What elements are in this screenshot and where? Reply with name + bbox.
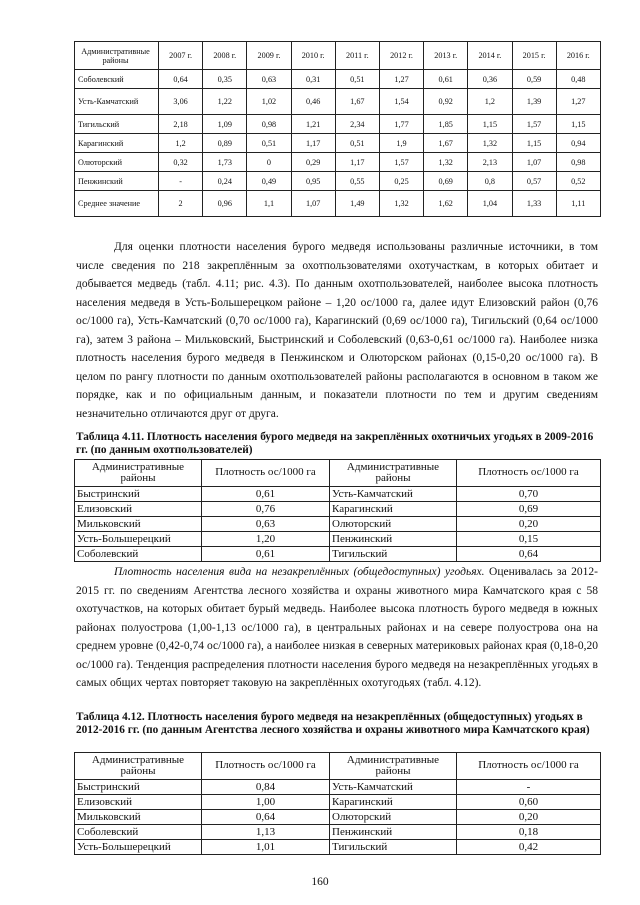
table-row: [75, 70, 601, 89]
density-value-cell: 0,20: [457, 810, 601, 825]
density-value-cell: 0,61: [202, 547, 330, 562]
header-cell: 2015 г.: [512, 42, 556, 70]
density-value-cell: 2,34: [335, 115, 379, 134]
density-value-cell: 0: [247, 153, 291, 172]
density-value-cell: 1,04: [468, 191, 512, 217]
density-value-cell: 2,13: [468, 153, 512, 172]
density-value-cell: 1,57: [512, 115, 556, 134]
district-name-cell: Карагинский: [330, 795, 457, 810]
density-value-cell: 0,63: [247, 70, 291, 89]
density-value-cell: 1,15: [556, 115, 600, 134]
table-row: [75, 517, 601, 532]
density-value-cell: 1,22: [203, 89, 247, 115]
density-value-cell: 1,07: [512, 153, 556, 172]
density-value-cell: 0,35: [203, 70, 247, 89]
table-row: [75, 810, 601, 825]
density-value-cell: 0,57: [512, 172, 556, 191]
density-value-cell: 0,61: [202, 487, 330, 502]
density-value-cell: 0,95: [291, 172, 335, 191]
header-cell: Плотность ос/1000 га: [202, 460, 330, 487]
paragraph-body: Оценивалась за 2012-2015 гг. по сведениям Агентства лесного хозяйства и охраны животного мира Камчатского края с 58 охотучастков, на которых обитает бурый медведь. Наиболее высока плотность бурого медведя в южных районах полуострова (1,00-1,13 ос/1000 га), в центральных районах и на севере полуострова она на среднем уровне (0,42-0,74 ос/1000 га), а наиболее низкая в северных материковых районах края (0,18-0,20 ос/1000 га). Тенденция распределения плотности населения бурого медведя на незакреплённых угодьях в самых общих чертах повторяет таковую на закреплённых охотугодьях (табл. 4.12).: [76, 566, 598, 689]
district-name-cell: Соболевский: [75, 825, 202, 840]
density-value-cell: 1,17: [291, 134, 335, 153]
density-value-cell: 0,61: [424, 70, 468, 89]
density-value-cell: 0,18: [457, 825, 601, 840]
district-name-cell: Среднее значение: [75, 191, 159, 217]
header-cell: 2012 г.: [379, 42, 423, 70]
density-value-cell: 1,32: [424, 153, 468, 172]
density-value-cell: 0,70: [457, 487, 601, 502]
density-value-cell: 0,69: [424, 172, 468, 191]
density-value-cell: 0,36: [468, 70, 512, 89]
district-name-cell: Усть-Камчатский: [330, 487, 457, 502]
density-value-cell: 1,1: [247, 191, 291, 217]
density-value-cell: 1,27: [556, 89, 600, 115]
density-value-cell: 1,20: [202, 532, 330, 547]
density-value-cell: 0,76: [202, 502, 330, 517]
density-value-cell: 1,73: [203, 153, 247, 172]
density-value-cell: 0,59: [512, 70, 556, 89]
header-cell: Административные районы: [330, 460, 457, 487]
header-cell: Административные районы: [75, 460, 202, 487]
density-value-cell: 0,25: [379, 172, 423, 191]
density-value-cell: 0,64: [457, 547, 601, 562]
header-cell: 2013 г.: [424, 42, 468, 70]
density-value-cell: 1,2: [468, 89, 512, 115]
district-name-cell: Пенжинский: [330, 825, 457, 840]
header-cell: 2009 г.: [247, 42, 291, 70]
header-cell: Административные районы: [75, 42, 159, 70]
paragraph-lead-italic: Плотность населения вида на незакреплённых (общедоступных) угодьях.: [114, 566, 485, 578]
density-value-cell: 1,54: [379, 89, 423, 115]
density-value-cell: 0,51: [335, 70, 379, 89]
district-name-cell: Усть-Большерецкий: [75, 532, 202, 547]
district-name-cell: Олюторский: [330, 810, 457, 825]
density-value-cell: 0,94: [556, 134, 600, 153]
density-value-cell: 0,64: [202, 810, 330, 825]
table-4-11-caption: Таблица 4.11. Плотность населения бурого медведя на закреплённых охотничьих угодьях в 2009-2016 гг. (по данным охотпользователей): [76, 431, 594, 456]
district-name-cell: Быстринский: [75, 487, 202, 502]
district-name-cell: Тигильский: [330, 840, 457, 855]
density-value-cell: 2,18: [159, 115, 203, 134]
table-row: [75, 502, 601, 517]
table-row: [75, 191, 601, 217]
density-value-cell: 1,09: [203, 115, 247, 134]
header-cell: Плотность ос/1000 га: [457, 753, 601, 780]
density-value-cell: -: [457, 780, 601, 795]
density-value-cell: 0,98: [556, 153, 600, 172]
density-value-cell: 1,07: [291, 191, 335, 217]
density-value-cell: 0,46: [291, 89, 335, 115]
density-value-cell: 1,39: [512, 89, 556, 115]
header-cell: 2007 г.: [159, 42, 203, 70]
table-row: [75, 795, 601, 810]
paragraph-unassigned-lands: [76, 563, 598, 693]
density-value-cell: 0,8: [468, 172, 512, 191]
district-name-cell: Мильковский: [75, 810, 202, 825]
density-value-cell: 0,64: [159, 70, 203, 89]
density-value-cell: 0,31: [291, 70, 335, 89]
header-cell: 2010 г.: [291, 42, 335, 70]
density-value-cell: 2: [159, 191, 203, 217]
header-cell: Плотность ос/1000 га: [457, 460, 601, 487]
table-row: [75, 134, 601, 153]
table-header-row: [75, 753, 601, 780]
density-value-cell: 0,51: [335, 134, 379, 153]
density-value-cell: 1,02: [247, 89, 291, 115]
district-name-cell: Елизовский: [75, 502, 202, 517]
header-cell: Плотность ос/1000 га: [202, 753, 330, 780]
density-value-cell: 0,42: [457, 840, 601, 855]
density-value-cell: 0,60: [457, 795, 601, 810]
density-value-cell: 0,15: [457, 532, 601, 547]
table-row: [75, 840, 601, 855]
density-value-cell: 0,48: [556, 70, 600, 89]
density-value-cell: 0,63: [202, 517, 330, 532]
density-value-cell: 1,11: [556, 191, 600, 217]
district-name-cell: Мильковский: [75, 517, 202, 532]
density-value-cell: 3,06: [159, 89, 203, 115]
table-row: [75, 780, 601, 795]
density-value-cell: 1,77: [379, 115, 423, 134]
density-value-cell: 1,21: [291, 115, 335, 134]
district-name-cell: Быстринский: [75, 780, 202, 795]
density-value-cell: 0,20: [457, 517, 601, 532]
header-cell: 2011 г.: [335, 42, 379, 70]
table-row: [75, 825, 601, 840]
header-cell: 2016 г.: [556, 42, 600, 70]
density-value-cell: 1,57: [379, 153, 423, 172]
density-value-cell: 1,62: [424, 191, 468, 217]
density-value-cell: 0,89: [203, 134, 247, 153]
table-row: [75, 153, 601, 172]
density-value-cell: 1,17: [335, 153, 379, 172]
table-row: [75, 547, 601, 562]
district-name-cell: Пенжинский: [330, 532, 457, 547]
density-value-cell: 1,67: [424, 134, 468, 153]
density-value-cell: 1,9: [379, 134, 423, 153]
density-value-cell: 1,01: [202, 840, 330, 855]
district-name-cell: Олюторский: [75, 153, 159, 172]
header-cell: 2008 г.: [203, 42, 247, 70]
district-name-cell: Усть-Большерецкий: [75, 840, 202, 855]
density-value-cell: 0,29: [291, 153, 335, 172]
density-value-cell: 0,24: [203, 172, 247, 191]
table-row: [75, 89, 601, 115]
density-value-cell: 0,32: [159, 153, 203, 172]
district-name-cell: Соболевский: [75, 70, 159, 89]
density-value-cell: 0,55: [335, 172, 379, 191]
table-row: [75, 532, 601, 547]
table-4-11: [74, 459, 601, 562]
header-cell: 2014 г.: [468, 42, 512, 70]
density-value-cell: 1,27: [379, 70, 423, 89]
density-value-cell: 1,15: [468, 115, 512, 134]
district-name-cell: Карагинский: [330, 502, 457, 517]
density-value-cell: 0,92: [424, 89, 468, 115]
table-header-row: [75, 460, 601, 487]
district-name-cell: Усть-Камчатский: [75, 89, 159, 115]
table-4-12: [74, 752, 601, 855]
density-value-cell: 1,85: [424, 115, 468, 134]
district-name-cell: Тигильский: [330, 547, 457, 562]
page-number: 160: [311, 876, 329, 888]
table-row: [75, 487, 601, 502]
density-value-cell: 0,52: [556, 172, 600, 191]
density-value-cell: 0,84: [202, 780, 330, 795]
paragraph-bear-density-sources: Для оценки плотности населения бурого медведя использованы различные источники, в том числе сведения по 218 закреплённым за охотпользователями охотучасткам, в которых обитает и добывается медведь (табл. 4.11; рис. 4.3). По данным охотпользователей, наиболее высока плотность населения медведя в Усть-Большерецком районе – 1,20 ос/1000 га, далее идут Елизовский район (0,76 ос/1000 га), Усть-Камчатский (0,70 ос/1000 га), Карагинский (0,69 ос/1000 га), Тигильский (0,64 ос/1000 га), затем 3 района – Мильковский, Быстринский и Соболевский (0,63-0,61 ос/1000 га). Наиболее низка плотность населения бурого медведя в Пенжинском и Олюторском районах (0,15-0,20 ос/1000 га). В целом по рангу плотности по данным охотпользователей районы располагаются в основном в таком же порядке, как и по официальным данным, и показатели плотности по тем и другим сведениям незначительно отличаются друг от друга.: [76, 241, 598, 420]
density-value-cell: 1,13: [202, 825, 330, 840]
header-cell: Административные районы: [330, 753, 457, 780]
density-value-cell: 0,69: [457, 502, 601, 517]
density-value-cell: 1,15: [512, 134, 556, 153]
district-name-cell: Соболевский: [75, 547, 202, 562]
table-row: [75, 172, 601, 191]
district-name-cell: Елизовский: [75, 795, 202, 810]
density-by-year-table: [74, 41, 601, 217]
density-value-cell: 1,33: [512, 191, 556, 217]
district-name-cell: Пенжинский: [75, 172, 159, 191]
density-value-cell: 1,67: [335, 89, 379, 115]
header-cell: Административные районы: [75, 753, 202, 780]
table-row: [75, 115, 601, 134]
density-value-cell: 0,98: [247, 115, 291, 134]
district-name-cell: Карагинский: [75, 134, 159, 153]
density-value-cell: -: [159, 172, 203, 191]
district-name-cell: Усть-Камчатский: [330, 780, 457, 795]
district-name-cell: Тигильский: [75, 115, 159, 134]
table-4-12-caption: Таблица 4.12. Плотность населения бурого медведя на незакреплённых (общедоступных) угодьях в 2012-2016 гг. (по данным Агентства лесного хозяйства и охраны животного мира Камчатского края): [76, 711, 590, 736]
density-value-cell: 1,32: [468, 134, 512, 153]
density-value-cell: 1,49: [335, 191, 379, 217]
district-name-cell: Олюторский: [330, 517, 457, 532]
density-value-cell: 1,00: [202, 795, 330, 810]
table-header-row: [75, 42, 601, 70]
density-value-cell: 1,32: [379, 191, 423, 217]
density-value-cell: 0,96: [203, 191, 247, 217]
density-value-cell: 0,51: [247, 134, 291, 153]
density-value-cell: 1,2: [159, 134, 203, 153]
density-value-cell: 0,49: [247, 172, 291, 191]
